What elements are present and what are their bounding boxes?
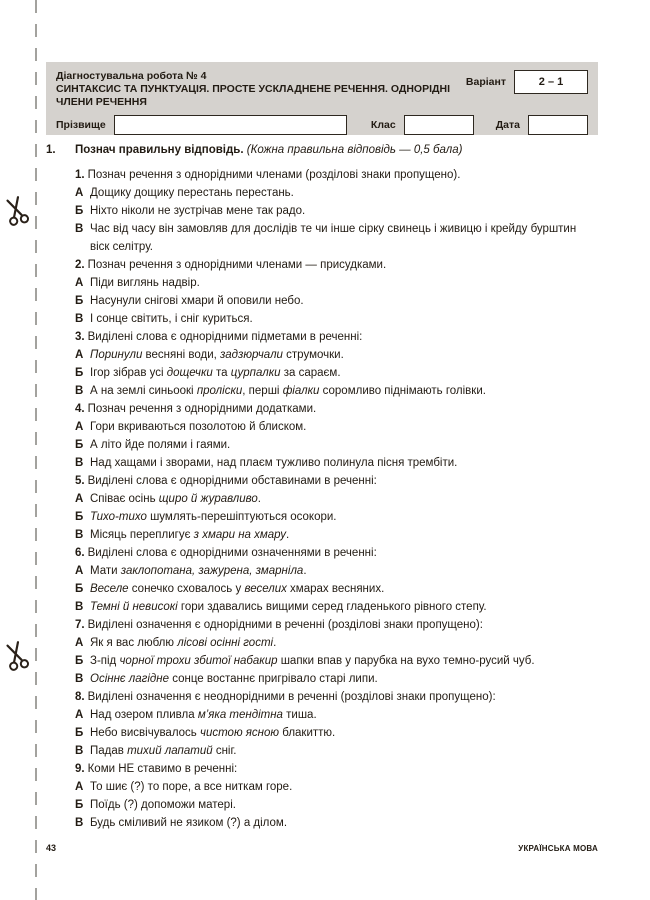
option-text: Поринули весняні води, задзюрчали струмочки. [90, 349, 344, 361]
question-number: 5. [75, 475, 85, 487]
answer-option [75, 292, 598, 310]
option-text: Мати заклопотана, зажурена, змарніла. [90, 565, 307, 577]
option-text: І сонце світить, і сніг куриться. [90, 313, 253, 325]
option-text: Темні й невисокі гори здавались вищими серед гладенького рівного степу. [90, 601, 487, 613]
option-text: Гори вкриваються позолотою й блиском. [90, 421, 307, 433]
footer [46, 843, 598, 853]
question-prompt [75, 688, 598, 706]
student-fields [56, 115, 588, 135]
option-text: Небо висвічувалось чистою ясною блакиттю. [90, 727, 336, 739]
option-letter: В [75, 457, 84, 469]
option-text: Як я вас люблю лісові осінні гості. [90, 637, 277, 649]
option-text: Ніхто ніколи не зустрічав мене так радо. [90, 205, 306, 217]
option-text: Осіннє лагідне сонце востаннє пригрівало старі липи. [90, 673, 378, 685]
question-prompt-text: Познач речення з однорідними додатками. [87, 403, 317, 415]
option-letter: В [75, 745, 84, 757]
question-number: 8. [75, 691, 85, 703]
option-letter: А [75, 187, 84, 199]
option-letter: Б [75, 367, 84, 379]
surname-input[interactable] [114, 115, 347, 135]
question-prompt [75, 760, 598, 778]
question-list [46, 166, 598, 832]
work-title: Діагностувальна робота № 4 [56, 70, 207, 82]
answer-option [75, 220, 598, 256]
footer-brand: УКРАЇНСЬКА МОВА [518, 843, 598, 853]
scissors-icon [2, 638, 34, 678]
date-label: Дата [495, 119, 520, 131]
task-title [46, 141, 598, 159]
answer-option [75, 508, 598, 526]
option-letter: В [75, 601, 84, 613]
question-prompt-text: Виділені слова є однорідними означеннями в реченні: [87, 547, 377, 559]
scissors-icon [2, 193, 34, 233]
question-number: 9. [75, 763, 85, 775]
option-text: А літо йде полями і гаями. [90, 439, 231, 451]
option-text: А на землі синьоокі проліски, перші фіалки соромливо піднімають голівки. [90, 385, 486, 397]
task-content [46, 141, 598, 832]
answer-option [75, 742, 598, 760]
date-input[interactable] [528, 115, 588, 135]
question-block [75, 760, 598, 832]
option-letter: А [75, 349, 84, 361]
question-block [75, 166, 598, 256]
question-prompt [75, 544, 598, 562]
option-letter: А [75, 709, 84, 721]
class-input[interactable] [404, 115, 474, 135]
option-text: Місяць переплигує з хмари на хмару. [90, 529, 290, 541]
question-prompt [75, 400, 598, 418]
option-text: Веселе сонечко сховалось у веселих хмарах весняних. [90, 583, 385, 595]
option-letter: Б [75, 583, 84, 595]
question-prompt-text: Виділені означення є однорідними в реченні (розділові знаки пропущено): [87, 619, 483, 631]
option-letter: Б [75, 439, 84, 451]
answer-option [75, 598, 598, 616]
answer-option [75, 418, 598, 436]
option-text: Тихо-тихо шумлять-перешіптуються осокори. [90, 511, 337, 523]
task-note: (Кожна правильна відповідь — 0,5 бала) [246, 144, 463, 156]
class-label: Клас [370, 119, 396, 131]
answer-option [75, 562, 598, 580]
option-text: Співає осінь щиро й журавливо. [90, 493, 261, 505]
answer-option [75, 346, 598, 364]
answer-option [75, 436, 598, 454]
option-text: Будь сміливий не язиком (?) а ділом. [90, 817, 288, 829]
option-text: Над хащами і зворами, над плаєм тужливо полинула пісня трембіти. [90, 457, 458, 469]
answer-option [75, 526, 598, 544]
option-letter: А [75, 637, 84, 649]
option-text: Дощику дощику перестань перестань. [90, 187, 294, 199]
option-text: Час від часу він замовляв для дослідів те чи інше сірку свинець і живицю і крейду бурштин віск селітру. [90, 223, 577, 253]
option-letter: В [75, 223, 84, 235]
option-text: Поїдь (?) допоможи матері. [90, 799, 236, 811]
question-prompt [75, 616, 598, 634]
question-block [75, 256, 598, 328]
question-number: 1. [75, 169, 85, 181]
option-text: То шиє (?) то поре, а все ниткам горе. [90, 781, 293, 793]
question-prompt [75, 328, 598, 346]
answer-option [75, 310, 598, 328]
question-block [75, 616, 598, 688]
option-letter: Б [75, 511, 84, 523]
answer-option [75, 634, 598, 652]
answer-option [75, 796, 598, 814]
answer-option [75, 670, 598, 688]
option-letter: А [75, 421, 84, 433]
surname-label: Прізвище [56, 119, 106, 131]
variant-label: Варіант [465, 76, 506, 88]
option-letter: В [75, 385, 84, 397]
question-prompt [75, 166, 598, 184]
option-text: Над озером пливла м’яка тендітна тиша. [90, 709, 317, 721]
answer-option [75, 202, 598, 220]
option-letter: А [75, 277, 84, 289]
page-number: 43 [46, 843, 57, 853]
answer-option [75, 652, 598, 670]
option-letter: В [75, 529, 84, 541]
question-prompt-text: Виділені слова є однорідними підметами в реченні: [87, 331, 363, 343]
cut-line [35, 0, 37, 900]
option-letter: В [75, 817, 84, 829]
answer-option [75, 580, 598, 598]
option-text: Ігор зібрав усі дощечки та цурпалки за сараєм. [90, 367, 341, 379]
option-letter: А [75, 781, 84, 793]
question-number: 3. [75, 331, 85, 343]
answer-option [75, 364, 598, 382]
question-prompt-text: Познач речення з однорідними членами (розділові знаки пропущено). [87, 169, 461, 181]
option-letter: Б [75, 799, 84, 811]
option-letter: Б [75, 727, 84, 739]
option-letter: А [75, 565, 84, 577]
question-number: 4. [75, 403, 85, 415]
question-number: 2. [75, 259, 85, 271]
option-letter: В [75, 313, 84, 325]
answer-option [75, 706, 598, 724]
answer-option [75, 778, 598, 796]
answer-option [75, 454, 598, 472]
question-prompt-text: Виділені означення є неоднорідними в реченні (розділові знаки пропущено): [87, 691, 496, 703]
question-number: 6. [75, 547, 85, 559]
option-letter: В [75, 673, 84, 685]
question-prompt-text: Коми НЕ ставимо в реченні: [87, 763, 238, 775]
variant-value-box: 2 – 1 [514, 70, 588, 94]
option-letter: Б [75, 205, 84, 217]
answer-option [75, 274, 598, 292]
answer-option [75, 382, 598, 400]
question-block [75, 688, 598, 760]
option-text: З-під чорної трохи збитої набакир шапки впав у парубка на вухо темно-русий чуб. [90, 655, 535, 667]
variant-group [466, 70, 588, 94]
option-text: Насунули снігові хмари й оповили небо. [90, 295, 304, 307]
option-text: Падав тихий лапатий сніг. [90, 745, 237, 757]
question-prompt [75, 256, 598, 274]
question-block [75, 400, 598, 472]
task-label: Познач правильну відповідь. [75, 144, 244, 156]
question-block [75, 472, 598, 544]
question-number: 7. [75, 619, 85, 631]
work-subtitle: СИНТАКСИС ТА ПУНКТУАЦІЯ. ПРОСТЕ УСКЛАДНЕНЕ РЕЧЕННЯ. ОДНОРІДНІ ЧЛЕНИ РЕЧЕННЯ [56, 83, 451, 108]
header [46, 62, 598, 135]
task-number: 1. [46, 144, 56, 156]
answer-option [75, 490, 598, 508]
question-block [75, 328, 598, 400]
question-prompt-text: Виділені слова є однорідними обставинами в реченні: [87, 475, 377, 487]
question-prompt-text: Познач речення з однорідними членами — присудками. [87, 259, 387, 271]
option-letter: Б [75, 295, 84, 307]
answer-option [75, 724, 598, 742]
answer-option [75, 184, 598, 202]
question-prompt [75, 472, 598, 490]
option-text: Піди виглянь надвір. [90, 277, 200, 289]
answer-option [75, 814, 598, 832]
option-letter: Б [75, 655, 84, 667]
question-block [75, 544, 598, 616]
option-letter: А [75, 493, 84, 505]
